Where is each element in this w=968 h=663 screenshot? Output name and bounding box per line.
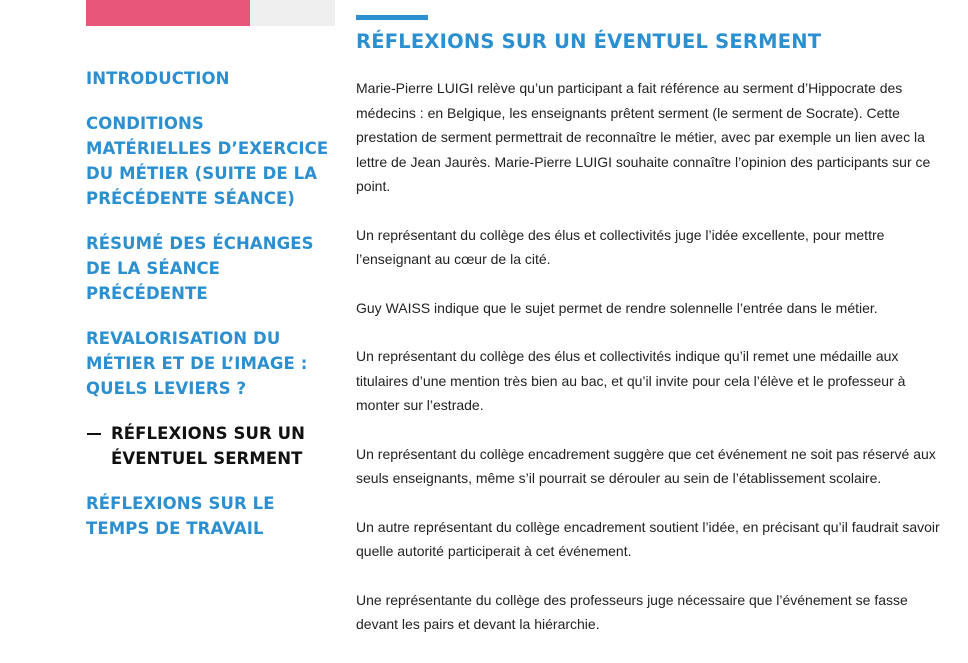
toc-item-label: RÉFLEXIONS SUR UN ÉVENTUEL SERMENT (111, 424, 305, 468)
main-content (356, 0, 946, 661)
paragraph: Marie-Pierre LUIGI relève qu’un participant a fait référence au serment d’Hippocrate des médecins : en Belgique, les enseignants prêtent serment (le serment de Socrate). Cette prestation de serment permettrait de reconnaître le métier, avec par exemple un lien avec la lettre de Jean Jaurès. Marie-Pierre LUIGI souhaite connaître l’opinion des participants sur ce point. (356, 80, 931, 194)
toc-item-introduction[interactable]: INTRODUCTION (86, 69, 230, 88)
toc-item-conditions-materielles[interactable]: CONDITIONS MATÉRIELLES D’EXERCICE DU MÉTIER (SUITE DE LA PRÉCÉDENTE SÉANCE) (86, 114, 329, 208)
table-of-contents (86, 66, 331, 561)
toc-item-temps-de-travail[interactable]: RÉFLEXIONS SUR LE TEMPS DE TRAVAIL (86, 494, 275, 538)
paragraph: Un représentant du collège des élus et collectivités indique qu’il remet une médaille aux titulaires d’une mention très bien au bac, et qu’il invite pour cela l’élève et le professeur à monter sur l’estrade. (356, 348, 906, 413)
paragraph: Un représentant du collège des élus et collectivités juge l’idée excellente, pour mettre l’enseignant au cœur de la cité. (356, 226, 885, 267)
toc-item-reflexions-serment[interactable] (86, 421, 331, 471)
title-accent-bar (356, 15, 428, 20)
toc-item-revalorisation[interactable]: REVALORISATION DU MÉTIER ET DE L’IMAGE : QUELS LEVIERS ? (86, 329, 308, 398)
reading-progress-fill (86, 0, 250, 26)
paragraph: Une représentante du collège des professeurs juge nécessaire que l’événement se fasse devant les pairs et devant la hiérarchie. (356, 591, 908, 632)
reading-progress-bar (86, 0, 335, 26)
paragraph: Un autre représentant du collège encadrement soutient l’idée, en précisant qu’il faudrait savoir quelle autorité participerait à cet événement. (356, 518, 940, 559)
section-title: RÉFLEXIONS SUR UN ÉVENTUEL SERMENT (356, 30, 822, 53)
active-indicator-dash (87, 433, 101, 435)
toc-item-resume-echanges[interactable]: RÉSUMÉ DES ÉCHANGES DE LA SÉANCE PRÉCÉDENTE (86, 234, 314, 303)
paragraph: Guy WAISS indique que le sujet permet de rendre solennelle l’entrée dans le métier. (356, 299, 878, 316)
section-body (356, 76, 946, 637)
paragraph: Un représentant du collège encadrement suggère que cet événement ne soit pas réservé aux seuls enseignants, même s’il pourrait se dérouler au sein de l’établissement scolaire. (356, 445, 936, 486)
